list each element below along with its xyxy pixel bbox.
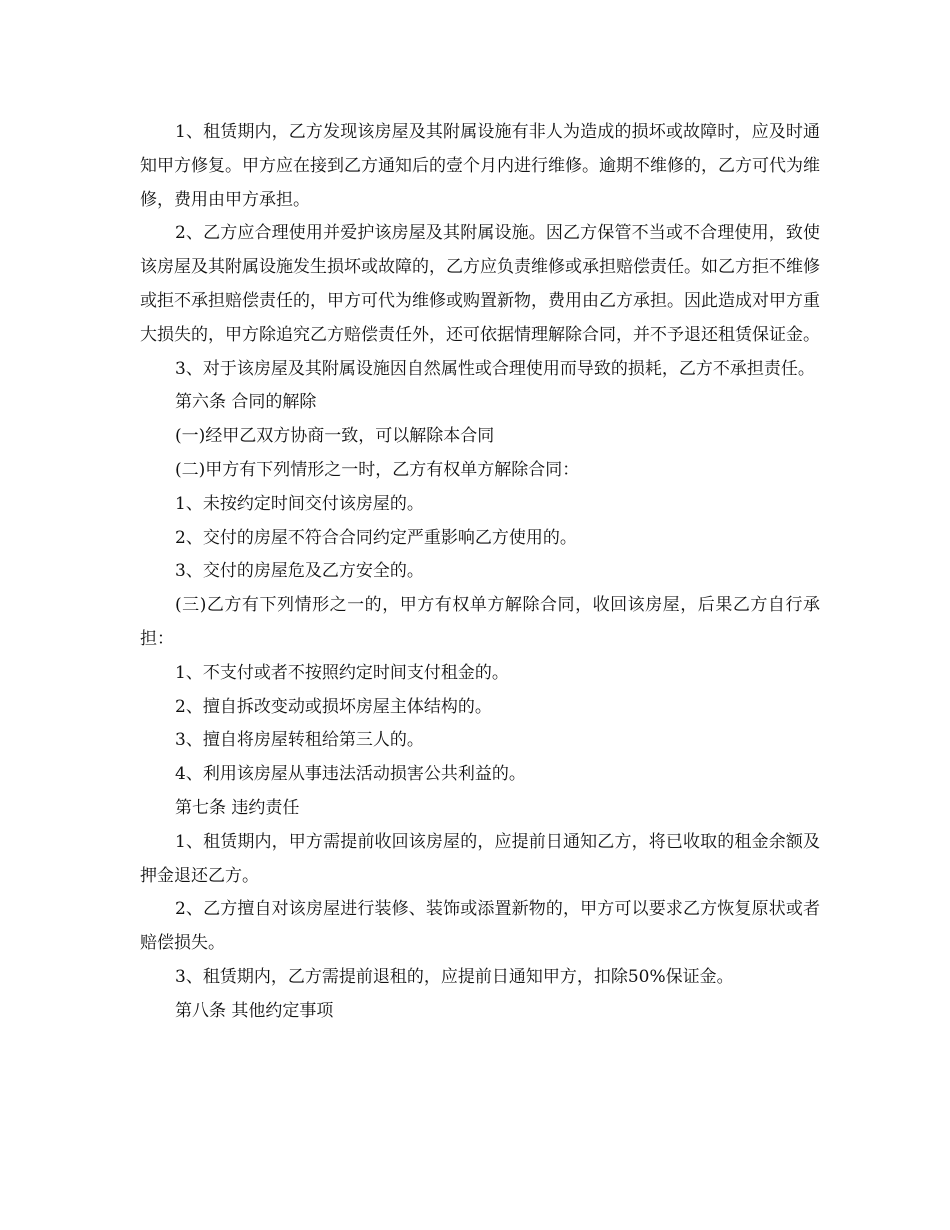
document-body [140,116,820,1029]
termination-item-lessee-right: (二)甲方有下列情形之一时，乙方有权单方解除合同： [175,459,580,480]
lessee-right-clause-1: 1、未按约定时间交付该房屋的。 [175,493,424,514]
termination-item-lessor-right: (三)乙方有下列情形之一的，甲方有权单方解除合同，收回该房屋，后果乙方自行承担： [140,595,820,649]
lessor-right-clause-3: 3、擅自将房屋转租给第三人的。 [175,730,424,751]
lessee-right-clause-3: 3、交付的房屋危及乙方安全的。 [175,561,424,582]
lessee-right-clause-2: 2、交付的房屋不符合合同约定严重影响乙方使用的。 [175,527,577,548]
termination-item-mutual: (一)经甲乙双方协商一致，可以解除本合同 [175,426,495,447]
liability-clause-2: 2、乙方擅自对该房屋进行装修、装饰或添置新物的，甲方可以要求乙方恢复原状或者赔偿损失。 [140,899,820,954]
repair-clause-1: 1、租赁期内，乙方发现该房屋及其附属设施有非人为造成的损坏或故障时，应及时通知甲方修复。甲方应在接到乙方通知后的壹个月内进行维修。逾期不维修的，乙方可代为维修，费用由甲方承担。 [140,122,820,210]
repair-clause-3: 3、对于该房屋及其附属设施因自然属性或合理使用而导致的损耗，乙方不承担责任。 [175,358,815,379]
lessor-right-clause-2: 2、擅自拆改变动或损坏房屋主体结构的。 [175,696,492,717]
section-heading-termination: 第六条 合同的解除 [175,392,317,413]
lessor-right-clause-4: 4、利用该房屋从事违法活动损害公共利益的。 [175,764,526,785]
section-heading-liability: 第七条 违约责任 [175,797,300,818]
lessor-right-clause-1: 1、不支付或者不按照约定时间支付租金的。 [175,662,509,683]
liability-clause-1: 1、租赁期内，甲方需提前收回该房屋的，应提前日通知乙方，将已收取的租金余额及押金退还乙方。 [140,831,820,886]
section-heading-other: 第八条 其他约定事项 [175,1000,334,1021]
liability-clause-3: 3、租赁期内，乙方需提前退租的，应提前日通知甲方，扣除50%保证金。 [175,966,734,987]
repair-clause-2: 2、乙方应合理使用并爱护该房屋及其附属设施。因乙方保管不当或不合理使用，致使该房屋及其附属设施发生损坏或故障的，乙方应负责维修或承担赔偿责任。如乙方拒不维修或拒不承担赔偿责任的，甲方可代为维修或购置新物，费用由乙方承担。因此造成对甲方重大损失的，甲方除追究乙方赔偿责任外，还可依据情理解除合同，并不予退还租赁保证金。 [140,223,820,345]
